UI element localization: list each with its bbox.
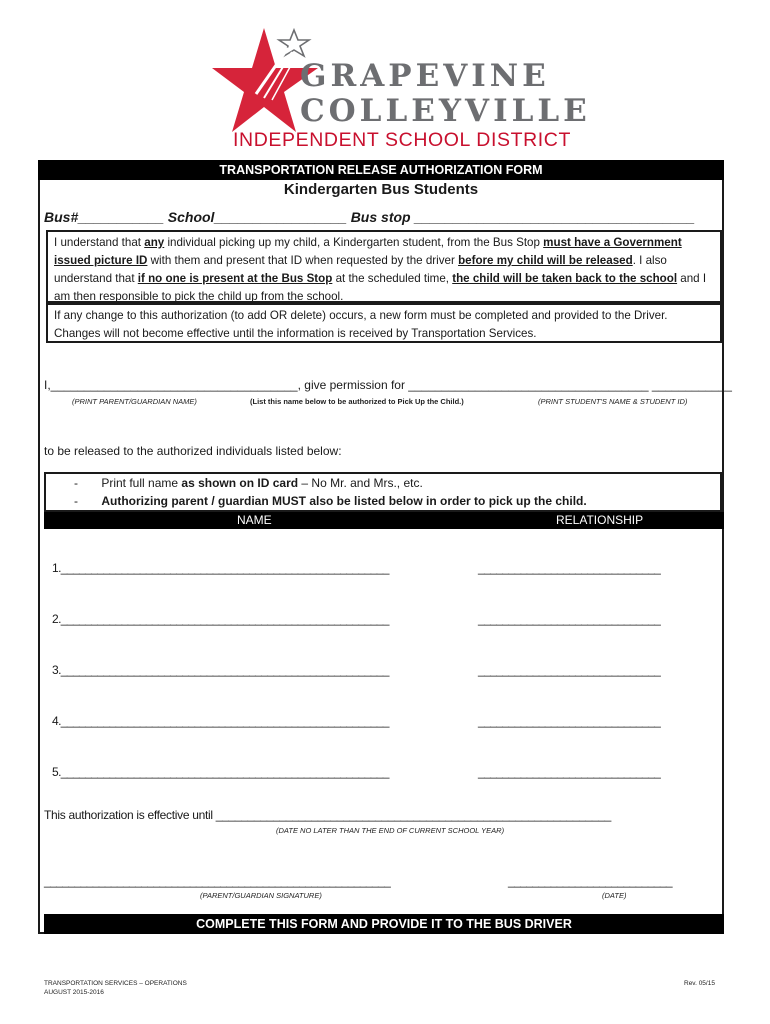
authorized-name-field-3[interactable]: 3.______________________________________________________ bbox=[52, 663, 389, 677]
effective-date-field[interactable]: This authorization is effective until ______________________________________________________________ bbox=[44, 808, 611, 822]
logo-text-colleyville: COLLEYVILLE bbox=[300, 93, 591, 129]
form-title: TRANSPORTATION RELEASE AUTHORIZATION FORM bbox=[38, 160, 724, 180]
bus-school-stop-fields[interactable]: Bus#___________ School_________________ Bus stop ____________________________________ bbox=[44, 209, 695, 225]
instruction-bullet-1: - Print full name as shown on ID card – No Mr. and Mrs., etc. bbox=[74, 476, 423, 490]
footer-revision: Rev. 05/15 bbox=[684, 980, 715, 987]
caption-list-instruction: (List this name below to be authorized to Pick Up the Child.) bbox=[250, 397, 464, 406]
authorized-name-field-1[interactable]: 1.______________________________________________________ bbox=[52, 561, 389, 575]
form-subtitle: Kindergarten Bus Students bbox=[283, 181, 479, 198]
relationship-field-2[interactable]: ______________________________ bbox=[478, 612, 661, 626]
logo-text-grapevine: GRAPEVINE bbox=[300, 58, 550, 94]
relationship-field-1[interactable]: ______________________________ bbox=[478, 561, 661, 575]
pickup-policy-text: I understand that any individual picking up my child, a Kindergarten student, from the Bus Stop must have a Government issued picture ID with them and present that ID when requested by the driver before my child will be released. I also understand that if no one is present at the Bus Stop at the scheduled time, the child will be taken back to the school and I am then responsible to pick the child up from the school. bbox=[54, 236, 707, 303]
relationship-field-3[interactable]: ______________________________ bbox=[478, 663, 661, 677]
released-to-text: to be released to the authorized individuals listed below: bbox=[44, 444, 342, 458]
caption-student-name: (PRINT STUDENT'S NAME & STUDENT ID) bbox=[538, 397, 688, 406]
footer-year: AUGUST 2015-2016 bbox=[44, 989, 104, 996]
change-policy-text: If any change to this authorization (to add OR delete) occurs, a new form must be completed and provided to the Driver. Changes will not become effective until the information is received by Transportation Services. bbox=[54, 309, 668, 340]
relationship-field-5[interactable]: ______________________________ bbox=[478, 765, 661, 779]
caption-parent-name: (PRINT PARENT/GUARDIAN NAME) bbox=[72, 397, 197, 406]
signature-field[interactable]: _________________________________________________________ bbox=[44, 874, 391, 888]
column-header-name: NAME bbox=[237, 513, 272, 527]
permission-statement-fields[interactable]: I,_____________________________________, give permission for ____________________________________ ____________ bbox=[44, 378, 732, 392]
relationship-field-4[interactable]: ______________________________ bbox=[478, 714, 661, 728]
authorized-name-field-4[interactable]: 4.______________________________________________________ bbox=[52, 714, 389, 728]
caption-signature: (PARENT/GUARDIAN SIGNATURE) bbox=[200, 891, 322, 900]
column-header-relationship: RELATIONSHIP bbox=[556, 513, 644, 527]
bottom-banner: COMPLETE THIS FORM AND PROVIDE IT TO THE BUS DRIVER bbox=[44, 914, 724, 934]
instruction-bullet-2: - Authorizing parent / guardian MUST also be listed below in order to pick up the child. bbox=[74, 494, 587, 508]
caption-effective-date: (DATE NO LATER THAN THE END OF CURRENT SCHOOL YEAR) bbox=[276, 826, 505, 835]
footer-department: TRANSPORTATION SERVICES – OPERATIONS bbox=[44, 980, 187, 987]
date-field[interactable]: ___________________________ bbox=[508, 874, 672, 888]
authorized-name-field-5[interactable]: 5.______________________________________________________ bbox=[52, 765, 389, 779]
caption-date: (DATE) bbox=[602, 891, 627, 900]
authorized-name-field-2[interactable]: 2.______________________________________________________ bbox=[52, 612, 389, 626]
logo-district-name: INDEPENDENT SCHOOL DISTRICT bbox=[233, 129, 571, 151]
